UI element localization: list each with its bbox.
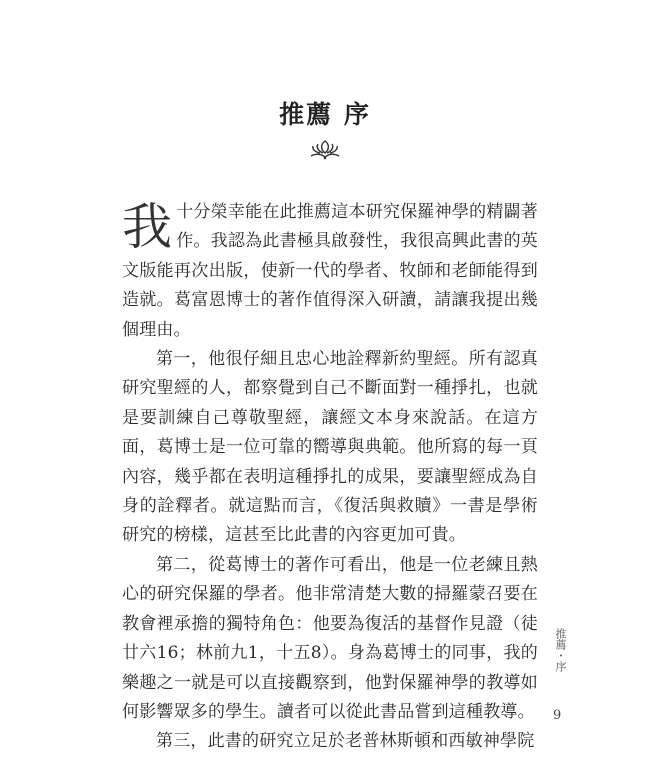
paragraph-1-text: 十分榮幸能在此推薦這本研究保羅神學的精闢著作。我認為此書極具啟發性，我很高興此書的英文版能再次出版，使新一代的學者、牧師和老師能得到造就。葛富恩博士的著作值得深入研讀，請讓我提出幾個理由。 xyxy=(122,202,538,340)
running-header: 推薦・序 xyxy=(554,628,567,672)
paragraph-3: 第二，從葛博士的著作可看出，他是一位老練且熱心的研究保羅的學者。他非常清楚大數的掃羅蒙召要在教會裡承擔的獨特角色：他要為復活的基督作見證（徒廿六16；林前九1，十五8）。身為葛博士的同事，我的樂趣之一就是可以直接觀察到，他對保羅神學的教導如何影響眾多的學生。讀者可以從此書品嘗到這種教導。 xyxy=(122,554,538,722)
lotus-flourish-icon xyxy=(307,138,343,160)
paragraph-4: 第三，此書的研究立足於老普林斯頓和西敏神學院 xyxy=(156,731,535,752)
paragraph-1 xyxy=(122,198,538,345)
page-number: 9 xyxy=(553,708,562,723)
body-text xyxy=(122,198,538,757)
paragraph-2: 第一，他很仔細且忠心地詮釋新約聖經。所有認真研究聖經的人，都察覺到自己不斷面對一種掙扎，也就是要訓練自己尊敬聖經，讓經文本身來說話。在這方面，葛博士是一位可靠的嚮導與典範。他所寫的每一頁內容，幾乎都在表明這種掙扎的成果，要讓聖經成為自身的詮釋者。就這點而言，《復活與救贖》一書是學術研究的榜樣，這甚至比此書的內容更加可貴。 xyxy=(122,349,538,546)
page-title: 推薦 序 xyxy=(279,100,371,129)
drop-cap: 我 xyxy=(122,198,173,256)
